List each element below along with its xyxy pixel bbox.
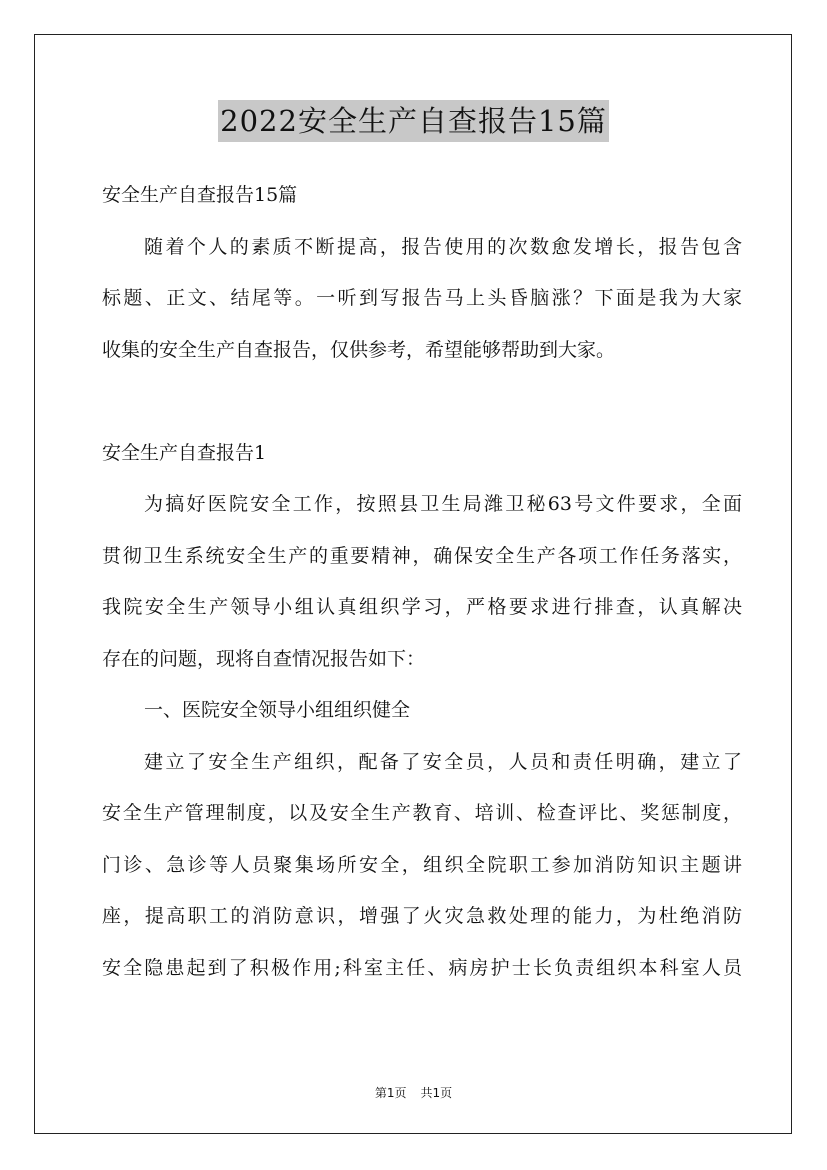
document-title — [0, 100, 827, 142]
para1-line-1: 为搞好医院安全工作，按照县卫生局潍卫秘63号文件要求，全面 — [144, 493, 742, 515]
intro-line-3: 收集的安全生产自查报告，仅供参考，希望能够帮助到大家。 — [102, 338, 616, 361]
para2-line-3: 门诊、急诊等人员聚集场所安全，组织全院职工参加消防知识主题讲 — [102, 853, 742, 876]
document-body — [102, 170, 742, 994]
para1-line-4: 存在的问题，现将自查情况报告如下： — [102, 647, 426, 670]
para1-line-3: 我院安全生产领导小组认真组织学习，严格要求进行排查，认真解决 — [102, 596, 742, 618]
document-title-text: 2022安全生产自查报告15篇 — [218, 100, 609, 142]
subtitle: 安全生产自查报告15篇 — [102, 184, 298, 206]
blank-line — [102, 376, 742, 428]
para2-line-2: 安全生产管理制度，以及安全生产教育、培训、检查评比、奖惩制度， — [102, 802, 742, 824]
subheading-1: 一、医院安全领导小组组织健全 — [144, 699, 411, 721]
intro-line-1: 随着个人的素质不断提高，报告使用的次数愈发增长，报告包含 — [144, 235, 742, 258]
page-total: 共1页 — [420, 1086, 453, 1100]
para1-line-2: 贯彻卫生系统安全生产的重要精神，确保安全生产各项工作任务落实， — [102, 544, 742, 567]
page-number: 第1页 — [374, 1086, 407, 1100]
para2-line-1: 建立了安全生产组织，配备了安全员，人员和责任明确，建立了 — [144, 750, 742, 773]
section-heading: 安全生产自查报告1 — [102, 441, 267, 464]
para2-line-5: 安全隐患起到了积极作用;科室主任、病房护士长负责组织本科室人员 — [102, 956, 742, 979]
intro-line-2: 标题、正文、结尾等。一听到写报告马上头昏脑涨？下面是我为大家 — [102, 287, 742, 309]
page-footer — [0, 1084, 827, 1101]
para2-line-4: 座，提高职工的消防意识，增强了火灾急救处理的能力，为杜绝消防 — [102, 905, 742, 927]
